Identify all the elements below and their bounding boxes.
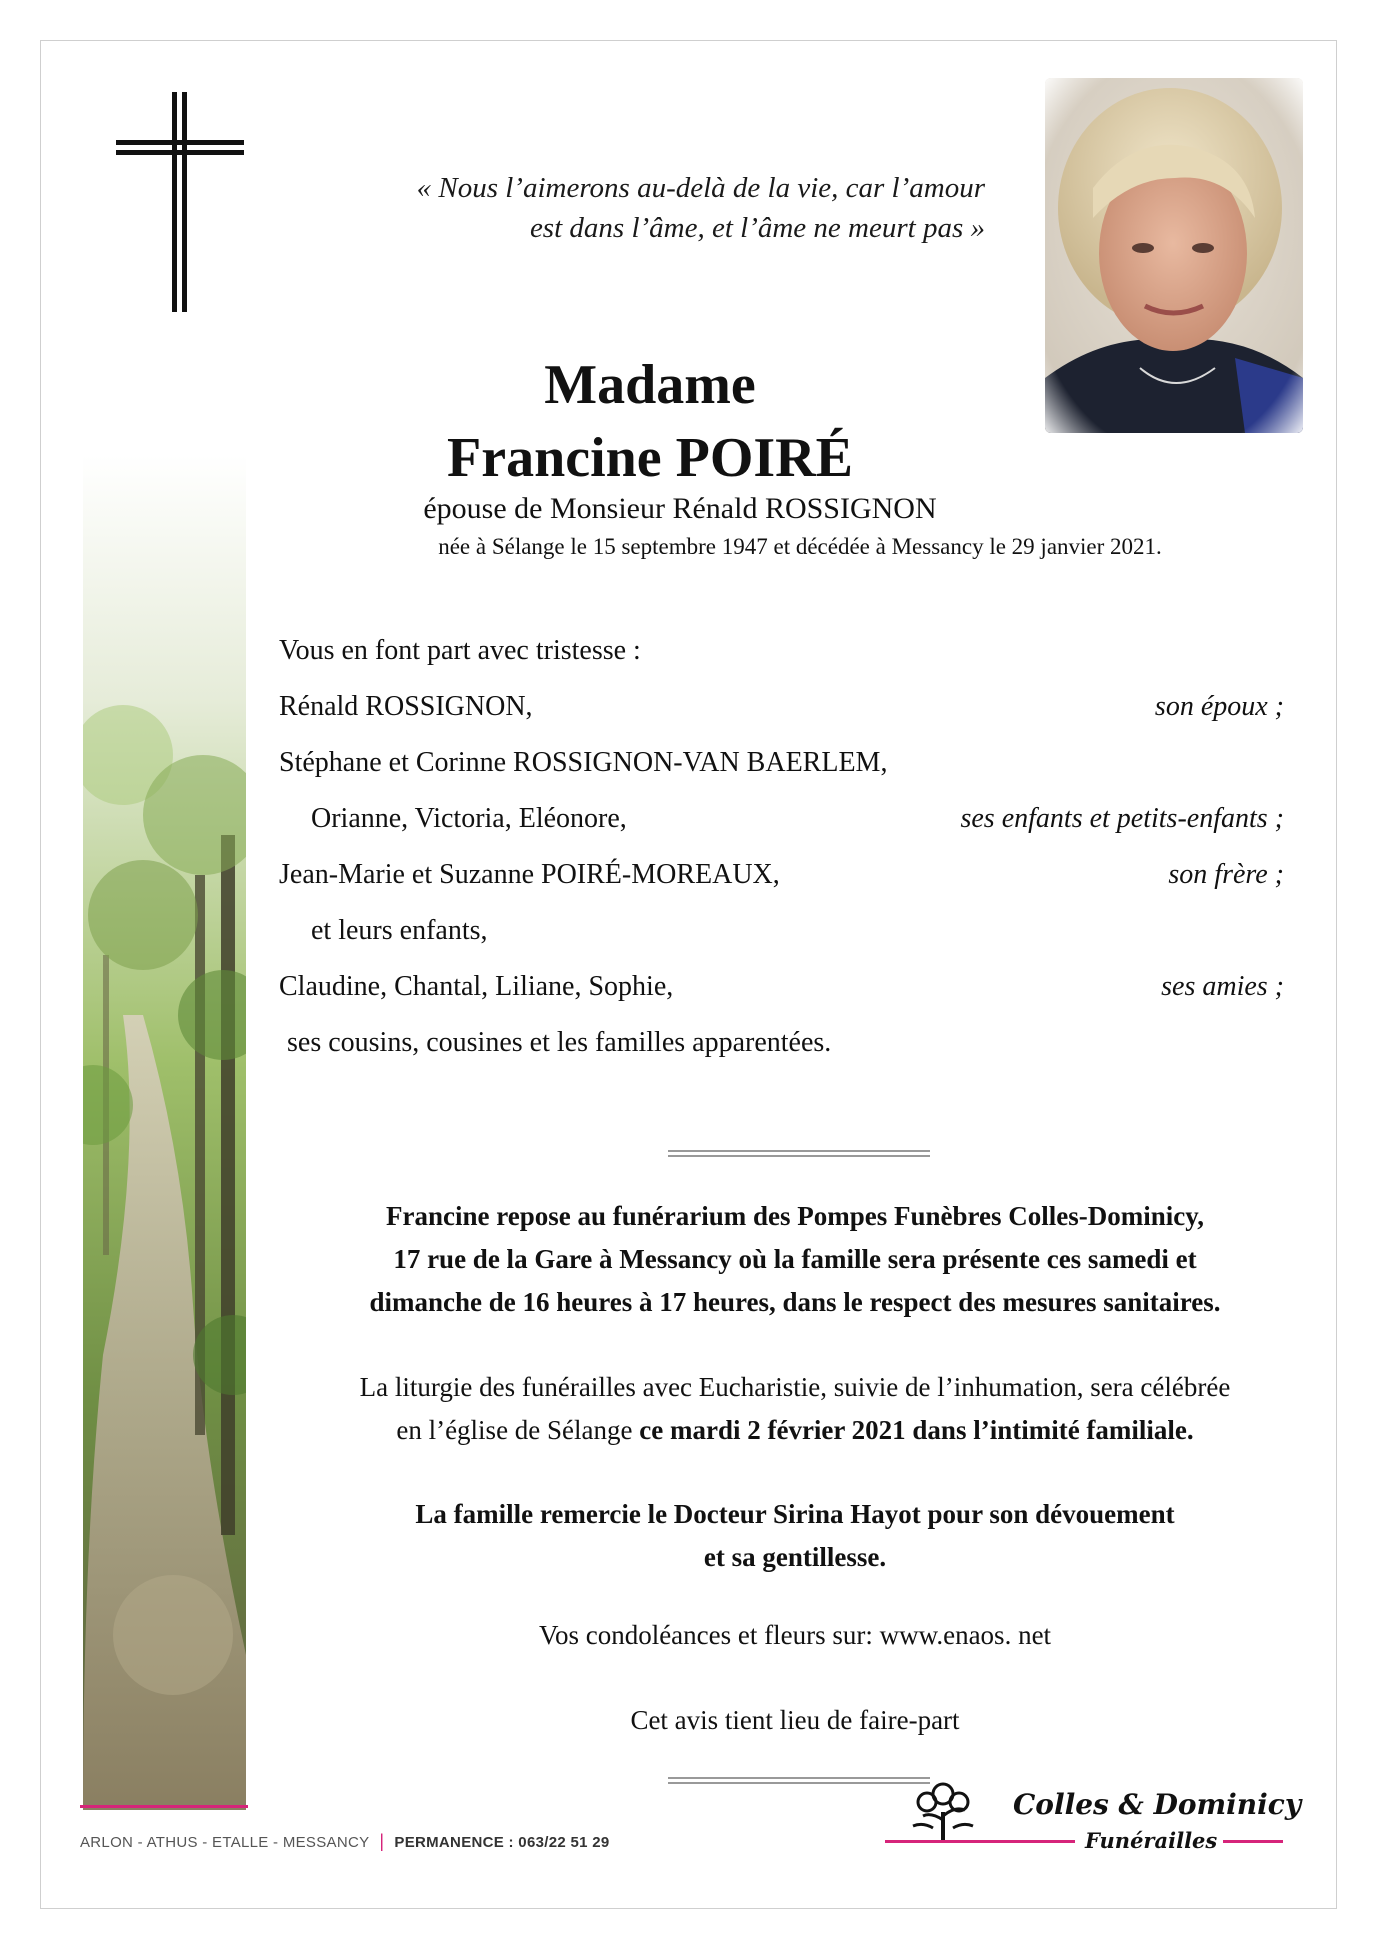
family-member: et leurs enfants, — [311, 915, 488, 946]
family-row — [279, 959, 1284, 1015]
funerarium-paragraph — [270, 1195, 1320, 1324]
deceased-title: Madame — [544, 354, 756, 416]
notice-line: Cet avis tient lieu de faire-part — [630, 1705, 960, 1735]
funerarium-line-1: Francine repose au funérarium des Pompes Funèbres Colles-Dominicy, — [386, 1201, 1204, 1231]
liturgy-line-2 — [270, 1409, 1320, 1452]
cross-icon — [114, 92, 246, 312]
family-row — [279, 1015, 1284, 1071]
family-row — [279, 847, 1284, 903]
liturgy-line-1: La liturgie des funérailles avec Eucharistie, suivie de l’inhumation, sera célébrée — [359, 1372, 1231, 1402]
family-member: ses cousins, cousines et les familles apparentées. — [287, 1027, 832, 1058]
logo-accent-line — [1223, 1840, 1283, 1843]
liturgy-paragraph — [270, 1366, 1320, 1452]
funerarium-line-3: dimanche de 16 heures à 17 heures, dans le respect des mesures sanitaires. — [369, 1287, 1221, 1317]
footer-locations: ARLON - ATHUS - ETALLE - MESSANCY — [80, 1834, 370, 1851]
family-relation: son frère ; — [1168, 859, 1284, 890]
tree-icon — [893, 1782, 993, 1842]
forest-path-image — [83, 455, 246, 1810]
family-member: Stéphane et Corinne ROSSIGNON-VAN BAERLEM, — [279, 747, 888, 778]
logo-name: Colles & Dominicy — [1013, 1788, 1302, 1821]
family-member: Orianne, Victoria, Eléonore, — [311, 803, 627, 834]
birth-death-line: née à Sélange le 15 septembre 1947 et décédée à Messancy le 29 janvier 2021. — [438, 534, 1162, 559]
footer-separator: | — [379, 1831, 385, 1851]
family-row — [279, 791, 1284, 847]
footer-accent-line — [80, 1805, 248, 1808]
logo-accent-line — [885, 1840, 1075, 1843]
family-intro-row — [279, 623, 1284, 679]
family-member: Claudine, Chantal, Liliane, Sophie, — [279, 971, 674, 1002]
epitaph-quote — [280, 168, 985, 248]
funerarium-line-2: 17 rue de la Gare à Messancy où la famille sera présente ces samedi et — [393, 1244, 1197, 1274]
family-relation: ses amies ; — [1161, 971, 1284, 1002]
footer-info — [80, 1831, 609, 1852]
footer-permanence: PERMANENCE : 063/22 51 29 — [394, 1834, 610, 1851]
spouse-line: épouse de Monsieur Rénald ROSSIGNON — [423, 492, 937, 525]
thanks-paragraph — [270, 1493, 1320, 1579]
condolences-line: Vos condoléances et fleurs sur: www.enaos. net — [538, 1620, 1052, 1650]
liturgy-place: en l’église de Sélange — [396, 1415, 640, 1445]
family-list — [279, 623, 1284, 1071]
liturgy-date: ce mardi 2 février 2021 dans l’intimité familiale. — [639, 1415, 1194, 1445]
thanks-line-1: La famille remercie le Docteur Sirina Hayot pour son dévouement — [415, 1499, 1175, 1529]
funeral-home-logo — [885, 1782, 1305, 1872]
family-relation: ses enfants et petits-enfants ; — [960, 803, 1284, 834]
quote-line-1: « Nous l’aimerons au-delà de la vie, car l’amour — [416, 172, 985, 204]
family-relation: son époux ; — [1154, 691, 1284, 722]
thanks-line-2: et sa gentillesse. — [703, 1542, 887, 1572]
quote-line-2: est dans l’âme, et l’âme ne meurt pas » — [529, 212, 985, 244]
deceased-name: Francine POIRÉ — [447, 427, 853, 489]
family-member: Rénald ROSSIGNON, — [279, 691, 533, 722]
family-row — [279, 903, 1284, 959]
family-row — [279, 679, 1284, 735]
portrait-photo — [1045, 78, 1303, 433]
family-intro: Vous en font part avec tristesse : — [279, 635, 641, 666]
logo-subtitle: Funérailles — [1085, 1828, 1218, 1853]
section-divider — [668, 1150, 930, 1157]
family-row — [279, 735, 1284, 791]
family-member: Jean-Marie et Suzanne POIRÉ-MOREAUX, — [279, 859, 780, 890]
